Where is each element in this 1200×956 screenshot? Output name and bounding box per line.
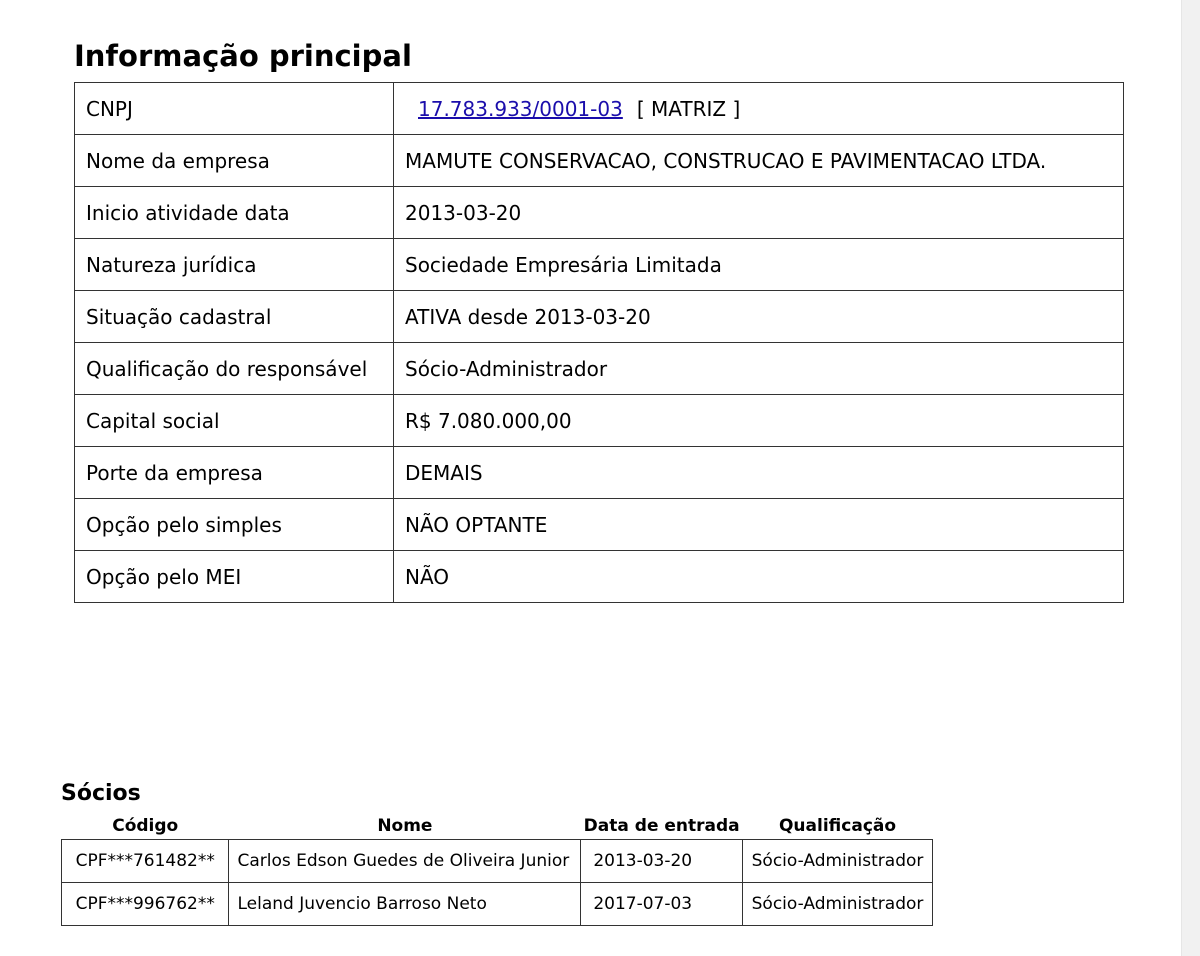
info-value-cnpj xyxy=(394,83,1124,135)
cell-data: 2017-07-03 xyxy=(581,883,743,926)
cell-codigo: CPF***761482** xyxy=(62,840,229,883)
info-value: Sociedade Empresária Limitada xyxy=(394,239,1124,291)
table-row xyxy=(62,840,933,883)
cell-qualificacao: Sócio-Administrador xyxy=(743,883,933,926)
cell-nome: Leland Juvencio Barroso Neto xyxy=(229,883,581,926)
cell-codigo: CPF***996762** xyxy=(62,883,229,926)
info-label: Inicio atividade data xyxy=(75,187,394,239)
col-header-codigo: Código xyxy=(112,816,179,836)
info-value: NÃO OPTANTE xyxy=(394,499,1124,551)
col-header-data: Data de entrada xyxy=(583,816,740,836)
info-row-cnpj xyxy=(75,83,1124,135)
info-row xyxy=(75,395,1124,447)
info-label: Nome da empresa xyxy=(75,135,394,187)
info-row xyxy=(75,447,1124,499)
info-value: R$ 7.080.000,00 xyxy=(394,395,1124,447)
info-value: ATIVA desde 2013-03-20 xyxy=(394,291,1124,343)
info-label: Porte da empresa xyxy=(75,447,394,499)
info-label: Capital social xyxy=(75,395,394,447)
col-header-qualificacao: Qualificação xyxy=(778,816,897,836)
info-value: NÃO xyxy=(394,551,1124,603)
info-label: Opção pelo MEI xyxy=(75,551,394,603)
page-scrollbar[interactable] xyxy=(1181,0,1200,956)
cell-data: 2013-03-20 xyxy=(581,840,743,883)
section-title-main: Informação principal xyxy=(74,39,412,73)
table-row xyxy=(62,883,933,926)
cell-nome: Carlos Edson Guedes de Oliveira Junior xyxy=(229,840,581,883)
info-row xyxy=(75,551,1124,603)
cell-qualificacao: Sócio-Administrador xyxy=(743,840,933,883)
socios-header-row xyxy=(62,813,933,840)
info-row xyxy=(75,291,1124,343)
info-row xyxy=(75,187,1124,239)
matriz-tag: [ MATRIZ ] xyxy=(636,96,741,121)
section-title-socios: Sócios xyxy=(61,781,141,806)
info-label: Situação cadastral xyxy=(75,291,394,343)
info-label: Qualificação do responsável xyxy=(75,343,394,395)
main-info-table xyxy=(74,82,1124,603)
info-value: Sócio-Administrador xyxy=(394,343,1124,395)
info-row xyxy=(75,343,1124,395)
info-row xyxy=(75,239,1124,291)
cnpj-link[interactable]: 17.783.933/0001-03 xyxy=(418,96,623,121)
col-header-nome: Nome xyxy=(377,816,433,836)
info-value: 2013-03-20 xyxy=(394,187,1124,239)
info-value: DEMAIS xyxy=(394,447,1124,499)
info-value: MAMUTE CONSERVACAO, CONSTRUCAO E PAVIMENTACAO LTDA. xyxy=(394,135,1124,187)
socios-table xyxy=(61,813,933,926)
info-label: Natureza jurídica xyxy=(75,239,394,291)
info-row xyxy=(75,499,1124,551)
info-label: Opção pelo simples xyxy=(75,499,394,551)
info-label: CNPJ xyxy=(75,83,394,135)
info-row xyxy=(75,135,1124,187)
